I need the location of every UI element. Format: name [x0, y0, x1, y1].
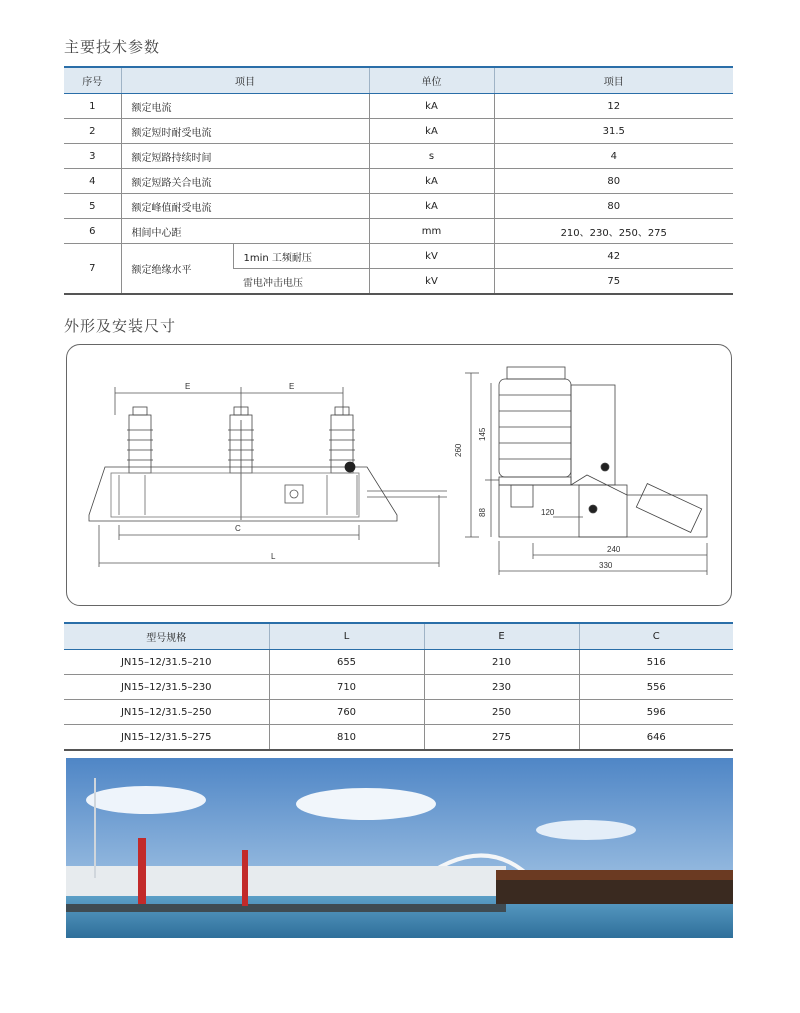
table-row	[64, 650, 733, 675]
marina-scene	[66, 758, 733, 938]
row-unit: s	[369, 144, 494, 169]
model-l: 655	[269, 650, 424, 675]
table-row	[64, 119, 733, 144]
col-header-item: 项目	[121, 67, 369, 94]
row-item: 额定短路持续时间	[121, 144, 369, 169]
table-row	[64, 244, 733, 269]
dim-l: L	[271, 552, 276, 561]
table-row	[64, 219, 733, 244]
model-c: 596	[579, 700, 733, 725]
dimension-drawing-frame	[66, 344, 732, 606]
model-e: 230	[424, 675, 579, 700]
model-c: 556	[579, 675, 733, 700]
row-item: 额定电流	[121, 94, 369, 119]
dim-260: 260	[454, 443, 463, 457]
row-subitem: 雷电冲击电压	[233, 269, 369, 295]
params-header-row	[64, 67, 733, 94]
row-unit: kA	[369, 169, 494, 194]
model-name: JN15–12/31.5–250	[64, 700, 269, 725]
model-l: 810	[269, 725, 424, 751]
row-value: 4	[494, 144, 733, 169]
table-row	[64, 94, 733, 119]
row-unit: kA	[369, 194, 494, 219]
row-item: 额定短时耐受电流	[121, 119, 369, 144]
col-header-c: C	[579, 623, 733, 650]
row-value: 80	[494, 194, 733, 219]
row-unit: kV	[369, 269, 494, 295]
col-header-model: 型号规格	[64, 623, 269, 650]
section-title-dimensions: 外形及安装尺寸	[64, 317, 177, 335]
row-unit: mm	[369, 219, 494, 244]
side-view	[454, 367, 707, 575]
model-name: JN15–12/31.5–210	[64, 650, 269, 675]
dim-e-right: E	[289, 382, 295, 391]
row-no: 6	[64, 219, 121, 244]
model-c: 516	[579, 650, 733, 675]
section-title-params: 主要技术参数	[64, 38, 161, 56]
row-item: 额定峰值耐受电流	[121, 194, 369, 219]
dim-145: 145	[478, 427, 487, 441]
row-unit: kA	[369, 94, 494, 119]
dim-c: C	[235, 524, 241, 533]
col-header-unit: 单位	[369, 67, 494, 94]
row-no: 7	[64, 244, 121, 295]
dim-330: 330	[599, 561, 613, 570]
params-table	[64, 66, 733, 295]
model-l: 760	[269, 700, 424, 725]
models-header-row	[64, 623, 733, 650]
col-header-e: E	[424, 623, 579, 650]
models-table	[64, 622, 733, 751]
model-e: 250	[424, 700, 579, 725]
row-item: 额定短路关合电流	[121, 169, 369, 194]
model-name: JN15–12/31.5–230	[64, 675, 269, 700]
row-item: 相间中心距	[121, 219, 369, 244]
row-no: 3	[64, 144, 121, 169]
front-view	[89, 382, 447, 567]
outline-drawing	[67, 345, 731, 605]
row-unit: kA	[369, 119, 494, 144]
col-header-no: 序号	[64, 67, 121, 94]
row-no: 2	[64, 119, 121, 144]
table-row	[64, 194, 733, 219]
row-no: 4	[64, 169, 121, 194]
row-value: 80	[494, 169, 733, 194]
row-no: 5	[64, 194, 121, 219]
table-row	[64, 144, 733, 169]
dim-e-left: E	[185, 382, 191, 391]
table-row	[64, 700, 733, 725]
marina-photo	[66, 758, 733, 938]
row-item: 额定绝缘水平	[121, 244, 233, 295]
table-row	[64, 725, 733, 751]
row-value: 75	[494, 269, 733, 295]
model-l: 710	[269, 675, 424, 700]
model-e: 275	[424, 725, 579, 751]
dim-240: 240	[607, 545, 621, 554]
model-e: 210	[424, 650, 579, 675]
model-c: 646	[579, 725, 733, 751]
table-row	[64, 169, 733, 194]
col-header-value: 项目	[494, 67, 733, 94]
row-no: 1	[64, 94, 121, 119]
dim-88: 88	[478, 508, 487, 517]
row-value: 12	[494, 94, 733, 119]
row-subitem: 1min 工频耐压	[233, 244, 369, 269]
row-value: 210、230、250、275	[494, 219, 733, 244]
model-name: JN15–12/31.5–275	[64, 725, 269, 751]
dim-120: 120	[541, 508, 555, 517]
col-header-l: L	[269, 623, 424, 650]
row-value: 31.5	[494, 119, 733, 144]
row-unit: kV	[369, 244, 494, 269]
table-row	[64, 675, 733, 700]
row-value: 42	[494, 244, 733, 269]
